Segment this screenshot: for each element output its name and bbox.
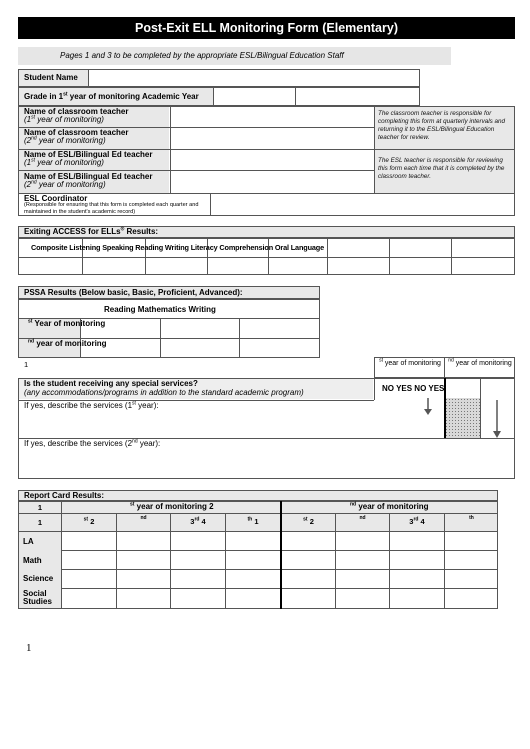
pssa-row-1: $^{st}$ Year of monitoring: [28, 318, 106, 328]
classroom-teacher-label-1: Name of classroom teacher (1st year of monitoring): [24, 107, 129, 124]
student-name-field[interactable]: [90, 70, 419, 86]
access-columns: Composite Listening Speaking Reading Writing Literacy Comprehension Oral Language: [31, 243, 325, 252]
describe-services-2: If yes, describe the services (2nd year):: [24, 438, 161, 448]
quarter-header: $^{th}$ 1: [247, 516, 259, 526]
grade-label: Grade in 1st year of monitoring Academic Year: [24, 91, 199, 101]
pssa-footnote: 1: [24, 360, 29, 369]
classroom-teacher-label-2: Name of classroom teacher (2nd year of monitoring): [24, 128, 129, 145]
classroom-teacher-field-1[interactable]: [171, 107, 373, 127]
report-card-year2-header: $^{nd}$ year of monitoring: [350, 501, 429, 511]
arrow-down-icon: [492, 400, 502, 445]
classroom-teacher-note: The classroom teacher is responsible for completing this form at quarterly intervals and returning it to the ESL/Bilingual Education teacher for review.: [378, 110, 506, 141]
esl-teacher-field-1[interactable]: [171, 150, 373, 170]
quarter-header: 3rd 4: [409, 516, 425, 526]
describe-services-1: If yes, describe the services (1st year):: [24, 400, 159, 410]
report-card-heading: Report Card Results:: [24, 491, 105, 500]
services-question: Is the student receiving any special services?: [24, 379, 198, 388]
report-card-row-a: 1: [37, 503, 43, 512]
grade-field[interactable]: [214, 88, 294, 105]
quarter-header: 3rd 4: [190, 516, 206, 526]
services-shaded-cell: [445, 398, 480, 438]
services-col-1: $^{st}$ year of monitoring: [379, 357, 441, 367]
student-name-label: Student Name: [24, 73, 78, 82]
quarter-header: th: [469, 515, 474, 521]
subject-label: Social Studies: [23, 589, 52, 606]
quarter-header: nd: [140, 515, 147, 521]
subtitle: Pages 1 and 3 to be completed by the appropriate ESL/Bilingual Education Staff: [18, 47, 451, 65]
esl-coordinator-label: ESL Coordinator: [24, 194, 88, 203]
describe-services-1-field[interactable]: [19, 412, 443, 437]
pssa-heading: PSSA Results (Below basic, Basic, Proficient, Advanced):: [24, 288, 243, 297]
pssa-columns: Reading Mathematics Writing: [104, 305, 216, 314]
access-heading: Exiting ACCESS for ELLs® Results:: [24, 226, 159, 236]
services-answer-options[interactable]: NO YES NO YES: [382, 384, 445, 393]
services-col-2: $^{nd}$ year of monitoring: [448, 357, 512, 367]
academic-year-field[interactable]: [296, 88, 419, 105]
describe-services-2-field[interactable]: [19, 450, 514, 478]
esl-coordinator-field[interactable]: [211, 194, 514, 215]
classroom-teacher-field-2[interactable]: [171, 128, 373, 149]
subject-label: LA: [23, 537, 34, 546]
quarter-header: $^{st}$ 2: [83, 516, 95, 526]
subject-label: Math: [23, 556, 42, 565]
esl-coordinator-note: (Responsible for ensuring that this form is completed each quarter and maintained in the student's academic record): [24, 202, 199, 215]
page-number: 1: [26, 642, 32, 654]
report-card-year1-header: $^{st}$ year of monitoring 2: [130, 501, 214, 511]
pssa-row-2: $^{nd}$ year of monitoring: [28, 338, 107, 348]
esl-teacher-field-2[interactable]: [171, 171, 373, 193]
services-question-note: (any accommodations/programs in addition to the standard academic program): [24, 388, 304, 397]
subject-label: Science: [23, 574, 54, 583]
esl-teacher-label-2: Name of ESL/Bilingual Ed teacher (2nd year of monitoring): [24, 172, 153, 189]
report-card-row-b: 1: [37, 518, 43, 527]
page-title: Post-Exit ELL Monitoring Form (Elementary): [18, 17, 515, 39]
quarter-header: $^{st}$ 2: [303, 516, 314, 526]
quarter-header: nd: [359, 515, 366, 521]
esl-teacher-note: The ESL teacher is responsible for reviewing this form each time that it is completed by the classroom teacher.: [378, 157, 505, 180]
esl-teacher-label-1: Name of ESL/Bilingual Ed teacher (1st year of monitoring): [24, 150, 153, 167]
